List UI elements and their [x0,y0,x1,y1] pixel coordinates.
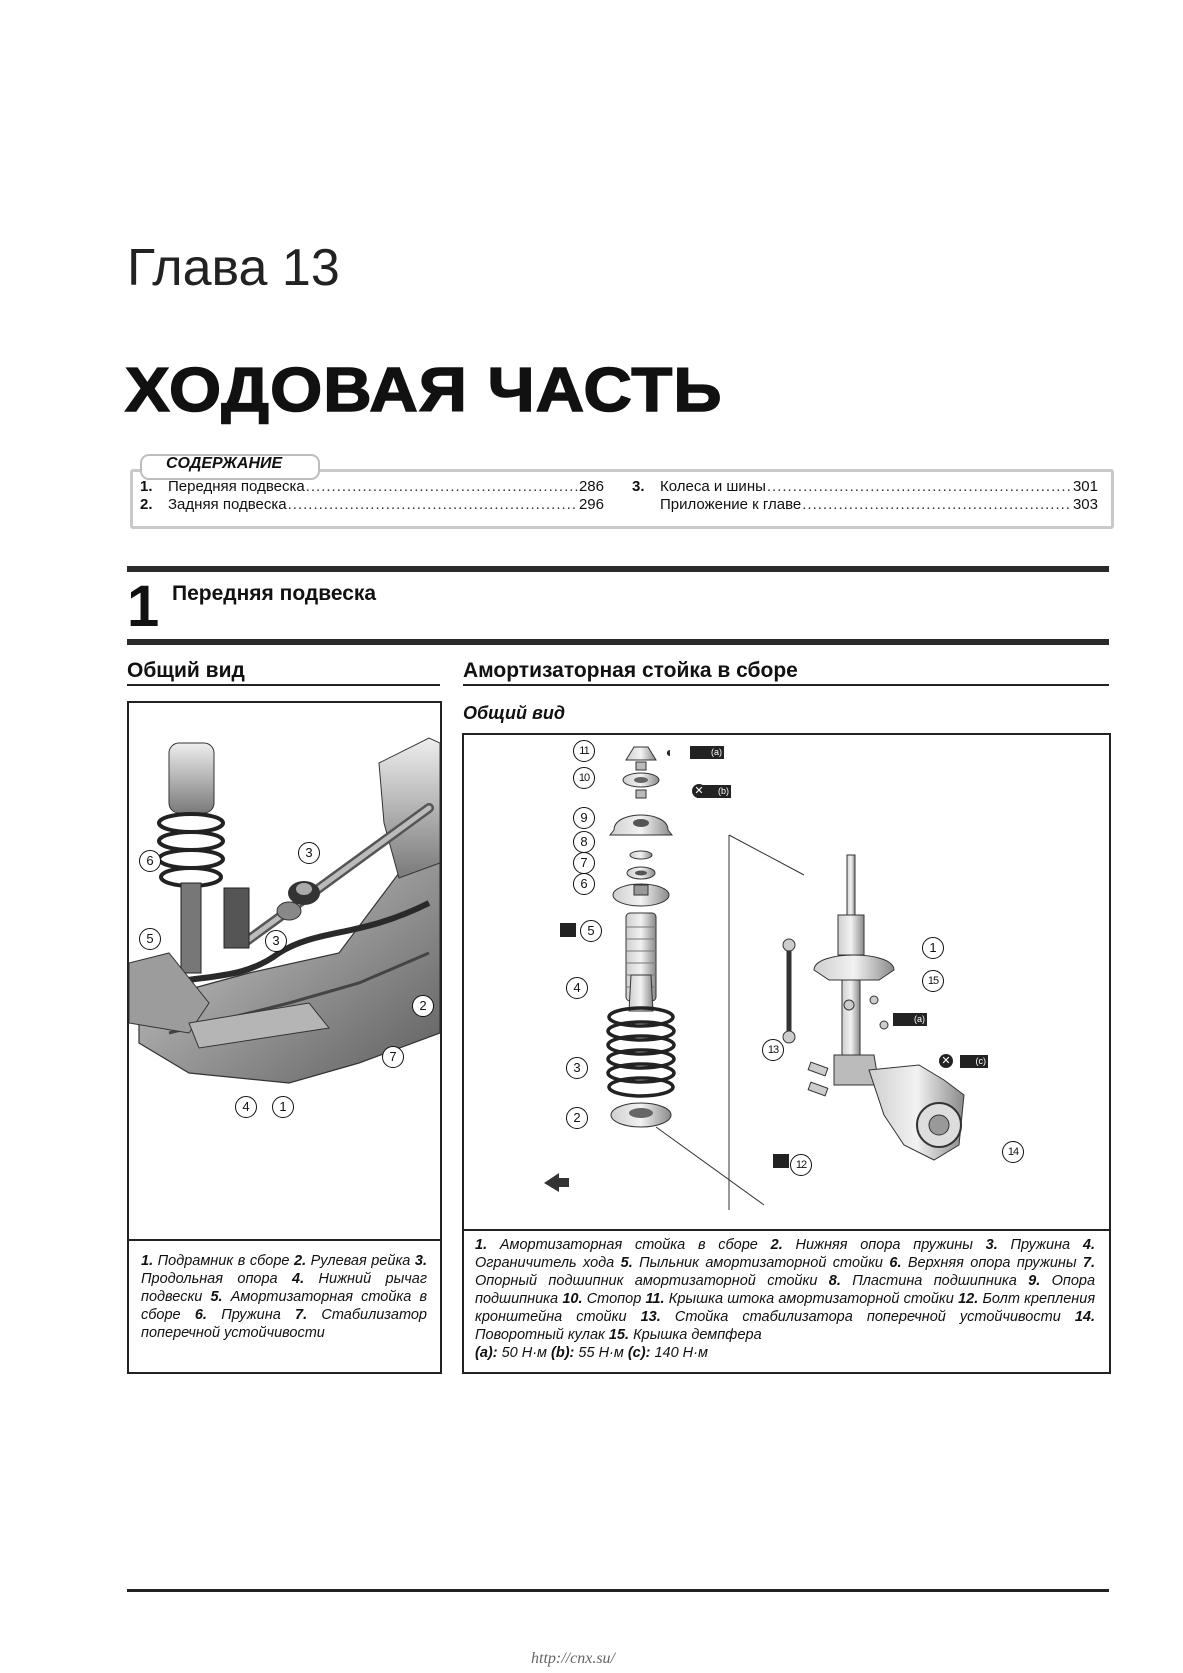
toc-leader [802,496,1072,513]
caption-num: 11. [645,1291,665,1307]
left-figure-divider [129,1239,440,1241]
footer-url[interactable]: http://cnx.su/ [531,1650,615,1667]
right-caption [475,1236,1095,1362]
caption-num: 6. [889,1255,902,1271]
replace-icon: ✕ [939,1054,953,1068]
toc-leader [767,478,1072,495]
caption-num: 6. [194,1307,207,1323]
caption-num: 7. [295,1307,308,1323]
caption-num: 5. [210,1289,223,1305]
caption-text: Нижняя опора пружины [795,1237,973,1253]
caption-num: 4. [1082,1237,1095,1253]
caption-num: 13. [640,1309,661,1325]
torque-key: (b): [551,1345,575,1361]
callout-4: 4 [566,977,588,999]
caption-text: Стойка стабилизатора поперечной устойчивости [674,1309,1061,1325]
caption-text: Крышка демпфера [633,1327,762,1343]
caption-num: 2. [294,1253,307,1269]
caption-num: 10. [562,1291,583,1307]
toc-item-page: 296 [578,496,604,513]
caption-text: Стабилизатор поперечной устойчивости [141,1307,427,1341]
caption-text: Пыльник амортизаторной стойки [639,1255,883,1271]
caption-text: Подрамник в сборе [157,1253,290,1269]
caption-text: Болт крепления кронштейна стойки [475,1291,1096,1325]
toc-leader [306,478,578,495]
callout-2: 2 [566,1107,588,1129]
toc-item[interactable] [140,496,604,514]
callout-1: 1 [272,1096,294,1118]
toc-item-label: Задняя подвеска [168,496,287,513]
caption-text: Поворотный кулак [475,1327,605,1343]
left-panel-heading: Общий вид [127,659,245,682]
torque-key: (a): [475,1345,498,1361]
caption-text: Продольная опора [141,1271,278,1287]
torque-tag-label: (c) [975,1056,986,1066]
callout-1: 1 [922,937,944,959]
torque-tag-label: (a) [914,1014,925,1024]
front-suspension-illustration [129,703,440,1238]
callout-7: 7 [573,852,595,874]
contents-heading: СОДЕРЖАНИЕ [166,455,283,472]
toc-item-page: 286 [578,478,604,495]
callout-12: 12 [790,1154,812,1176]
section-rule-top [127,566,1109,572]
callout-3: 3 [298,842,320,864]
caption-text: Пластина подшипника [852,1273,1017,1289]
torque-tag-a [690,746,724,759]
caption-text: Амортизаторная стойка в сборе [499,1237,758,1253]
wrench-icon: ◖ [664,744,673,760]
footer-rule [127,1589,1109,1592]
caption-text: Опорный подшипник амортизаторной стойки [475,1273,818,1289]
toc-item[interactable] [140,478,604,496]
right-panel-heading: Амортизаторная стойка в сборе [463,659,798,682]
toc-leader [288,496,578,513]
caption-num: 1. [141,1253,154,1269]
grease-icon [560,923,576,937]
toc-item-page: 301 [1072,478,1098,495]
caption-num: 4. [292,1271,305,1287]
grease-icon [773,1154,789,1168]
caption-text: Ограничитель хода [475,1255,615,1271]
replace-icon: ✕ [692,784,706,798]
callout-14: 14 [1002,1141,1024,1163]
right-heading-rule [463,684,1109,686]
callout-11: 11 [573,740,595,762]
caption-text: Нижний рычаг подвески [141,1271,427,1305]
right-panel-subheading: Общий вид [463,703,565,723]
torque-value: 140 Н·м [654,1345,708,1361]
caption-num: 3. [414,1253,427,1269]
callout-9: 9 [573,807,595,829]
torque-tag-label: (b) [718,786,729,796]
callout-8: 8 [573,831,595,853]
toc-item-number: 3. [632,478,645,495]
toc-item-number: 2. [140,496,153,513]
section-rule-bottom [127,639,1109,645]
caption-num: 3. [985,1237,998,1253]
left-caption [141,1252,427,1342]
toc-item[interactable] [632,496,1098,514]
toc-item-label: Передняя подвеска [168,478,305,495]
caption-num: 5. [620,1255,633,1271]
chapter-label: Глава 13 [127,239,340,297]
toc-item[interactable] [632,478,1098,496]
torque-tag-label: (a) [711,747,722,757]
torque-tag-c [960,1055,988,1068]
caption-num: 2. [770,1237,783,1253]
callout-15: 15 [922,970,944,992]
chapter-title: ХОДОВАЯ ЧАСТЬ [125,356,723,425]
torque-value: 50 Н·м [501,1345,547,1361]
callout-10: 10 [573,767,595,789]
caption-text: Пружина [1010,1237,1071,1253]
torque-tag-a-assembled [893,1013,927,1026]
callout-5: 5 [139,928,161,950]
caption-text: Пружина [221,1307,281,1323]
right-figure-divider [464,1229,1109,1231]
callout-5: 5 [580,920,602,942]
callout-13: 13 [762,1039,784,1061]
caption-num: 12. [958,1291,979,1307]
toc-item-page: 303 [1072,496,1098,513]
caption-text: Рулевая рейка [310,1253,411,1269]
callout-3: 3 [265,930,287,952]
caption-num: 15. [608,1327,630,1343]
caption-text: Амортизаторная стойка в сборе [141,1289,428,1323]
caption-text: Опора подшипника [475,1273,1096,1307]
callout-6: 6 [139,850,161,872]
callout-4: 4 [235,1096,257,1118]
caption-text: Верхняя опора пружины [907,1255,1077,1271]
toc-item-label: Колеса и шины [660,478,766,495]
callout-2: 2 [412,995,434,1017]
left-heading-rule [127,684,440,686]
caption-num: 1. [475,1237,488,1253]
caption-text: Крышка штока амортизаторной стойки [668,1291,954,1307]
caption-text: Стопор [586,1291,642,1307]
torque-key: (c): [627,1345,651,1361]
section-title: Передняя подвеска [172,582,377,605]
callout-7: 7 [382,1046,404,1068]
caption-num: 9. [1028,1273,1041,1289]
callout-3: 3 [566,1057,588,1079]
torque-value: 55 Н·м [578,1345,624,1361]
toc-item-number: 1. [140,478,153,495]
caption-num: 8. [828,1273,841,1289]
caption-num: 7. [1082,1255,1095,1271]
callout-6: 6 [573,873,595,895]
caption-num: 14. [1074,1309,1096,1325]
section-number: 1 [127,574,160,639]
toc-item-label: Приложение к главе [660,496,802,513]
